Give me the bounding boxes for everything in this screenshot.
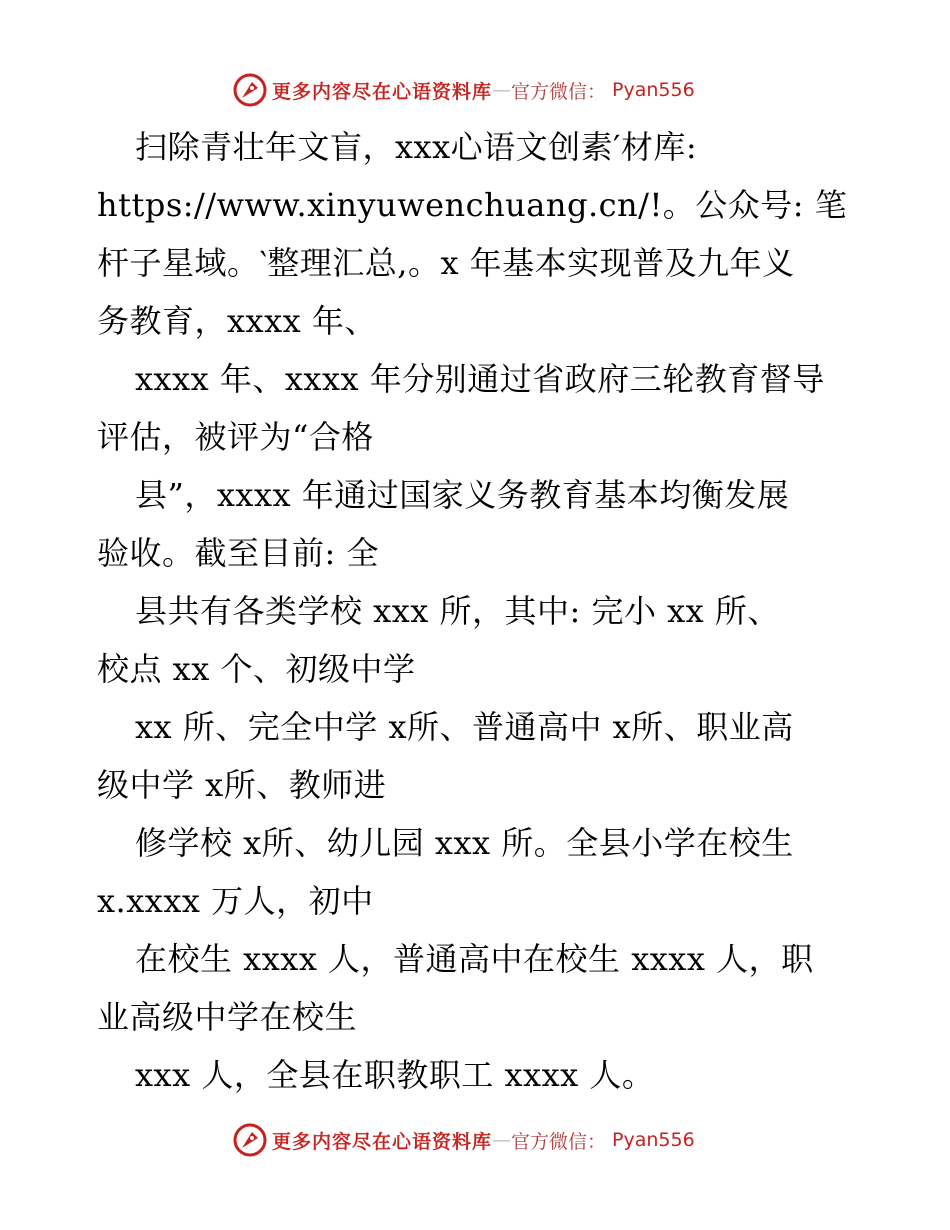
text-line: https://www.xinyuwenchuang.cn/!。公众号: 笔 bbox=[97, 186, 848, 224]
text-line: 校点 xx 个、初级中学 bbox=[97, 650, 416, 688]
text-line: 修学校 x所、幼儿园 xxx 所。全县小学在校生 bbox=[135, 824, 794, 862]
pen-nib-logo-icon bbox=[232, 1122, 268, 1158]
watermark-account-label: 官方微信： bbox=[511, 1130, 607, 1153]
text-line: 验收。截至目前: 全 bbox=[97, 534, 379, 572]
text-line: 务教育，xxxx 年、 bbox=[97, 302, 377, 340]
text-line: 县共有各类学校 xxx 所，其中: 完小 xx 所、 bbox=[135, 592, 780, 630]
watermark-slogan: 更多内容尽在心语资料库 bbox=[272, 80, 493, 103]
watermark-account-id: Pyan556 bbox=[612, 79, 695, 101]
header-watermark bbox=[232, 70, 752, 110]
body-text bbox=[97, 118, 857, 1104]
watermark-dash: — bbox=[492, 1129, 512, 1151]
text-line: 业高级中学在校生 bbox=[97, 998, 358, 1036]
text-line: 县”，xxxx 年通过国家义务教育基本均衡发展 bbox=[135, 476, 790, 514]
text-line: x.xxxx 万人，初中 bbox=[97, 882, 374, 920]
watermark-dash: — bbox=[492, 79, 512, 101]
text-line: 在校生 xxxx 人，普通高中在校生 xxxx 人，职 bbox=[135, 940, 814, 978]
footer-watermark bbox=[232, 1120, 752, 1160]
pen-nib-logo-icon bbox=[232, 72, 268, 108]
text-line: 杆子星域。‵整理汇总,。x 年基本实现普及九年义 bbox=[97, 244, 795, 282]
watermark-slogan: 更多内容尽在心语资料库 bbox=[272, 1130, 493, 1153]
text-line: 评估，被评为“合格 bbox=[97, 418, 374, 456]
text-line: 级中学 x所、教师进 bbox=[97, 766, 387, 804]
text-line: 扫除青壮年文盲，xxx心语文创素′材库: bbox=[135, 128, 698, 166]
text-line: xxxx 年、xxxx 年分别通过省政府三轮教育督导 bbox=[135, 360, 825, 398]
text-line: xxx 人，全县在职教职工 xxxx 人。 bbox=[135, 1056, 655, 1094]
watermark-account-label: 官方微信： bbox=[511, 80, 607, 103]
text-line: xx 所、完全中学 x所、普通高中 x所、职业高 bbox=[135, 708, 794, 746]
watermark-account-id: Pyan556 bbox=[612, 1129, 695, 1151]
